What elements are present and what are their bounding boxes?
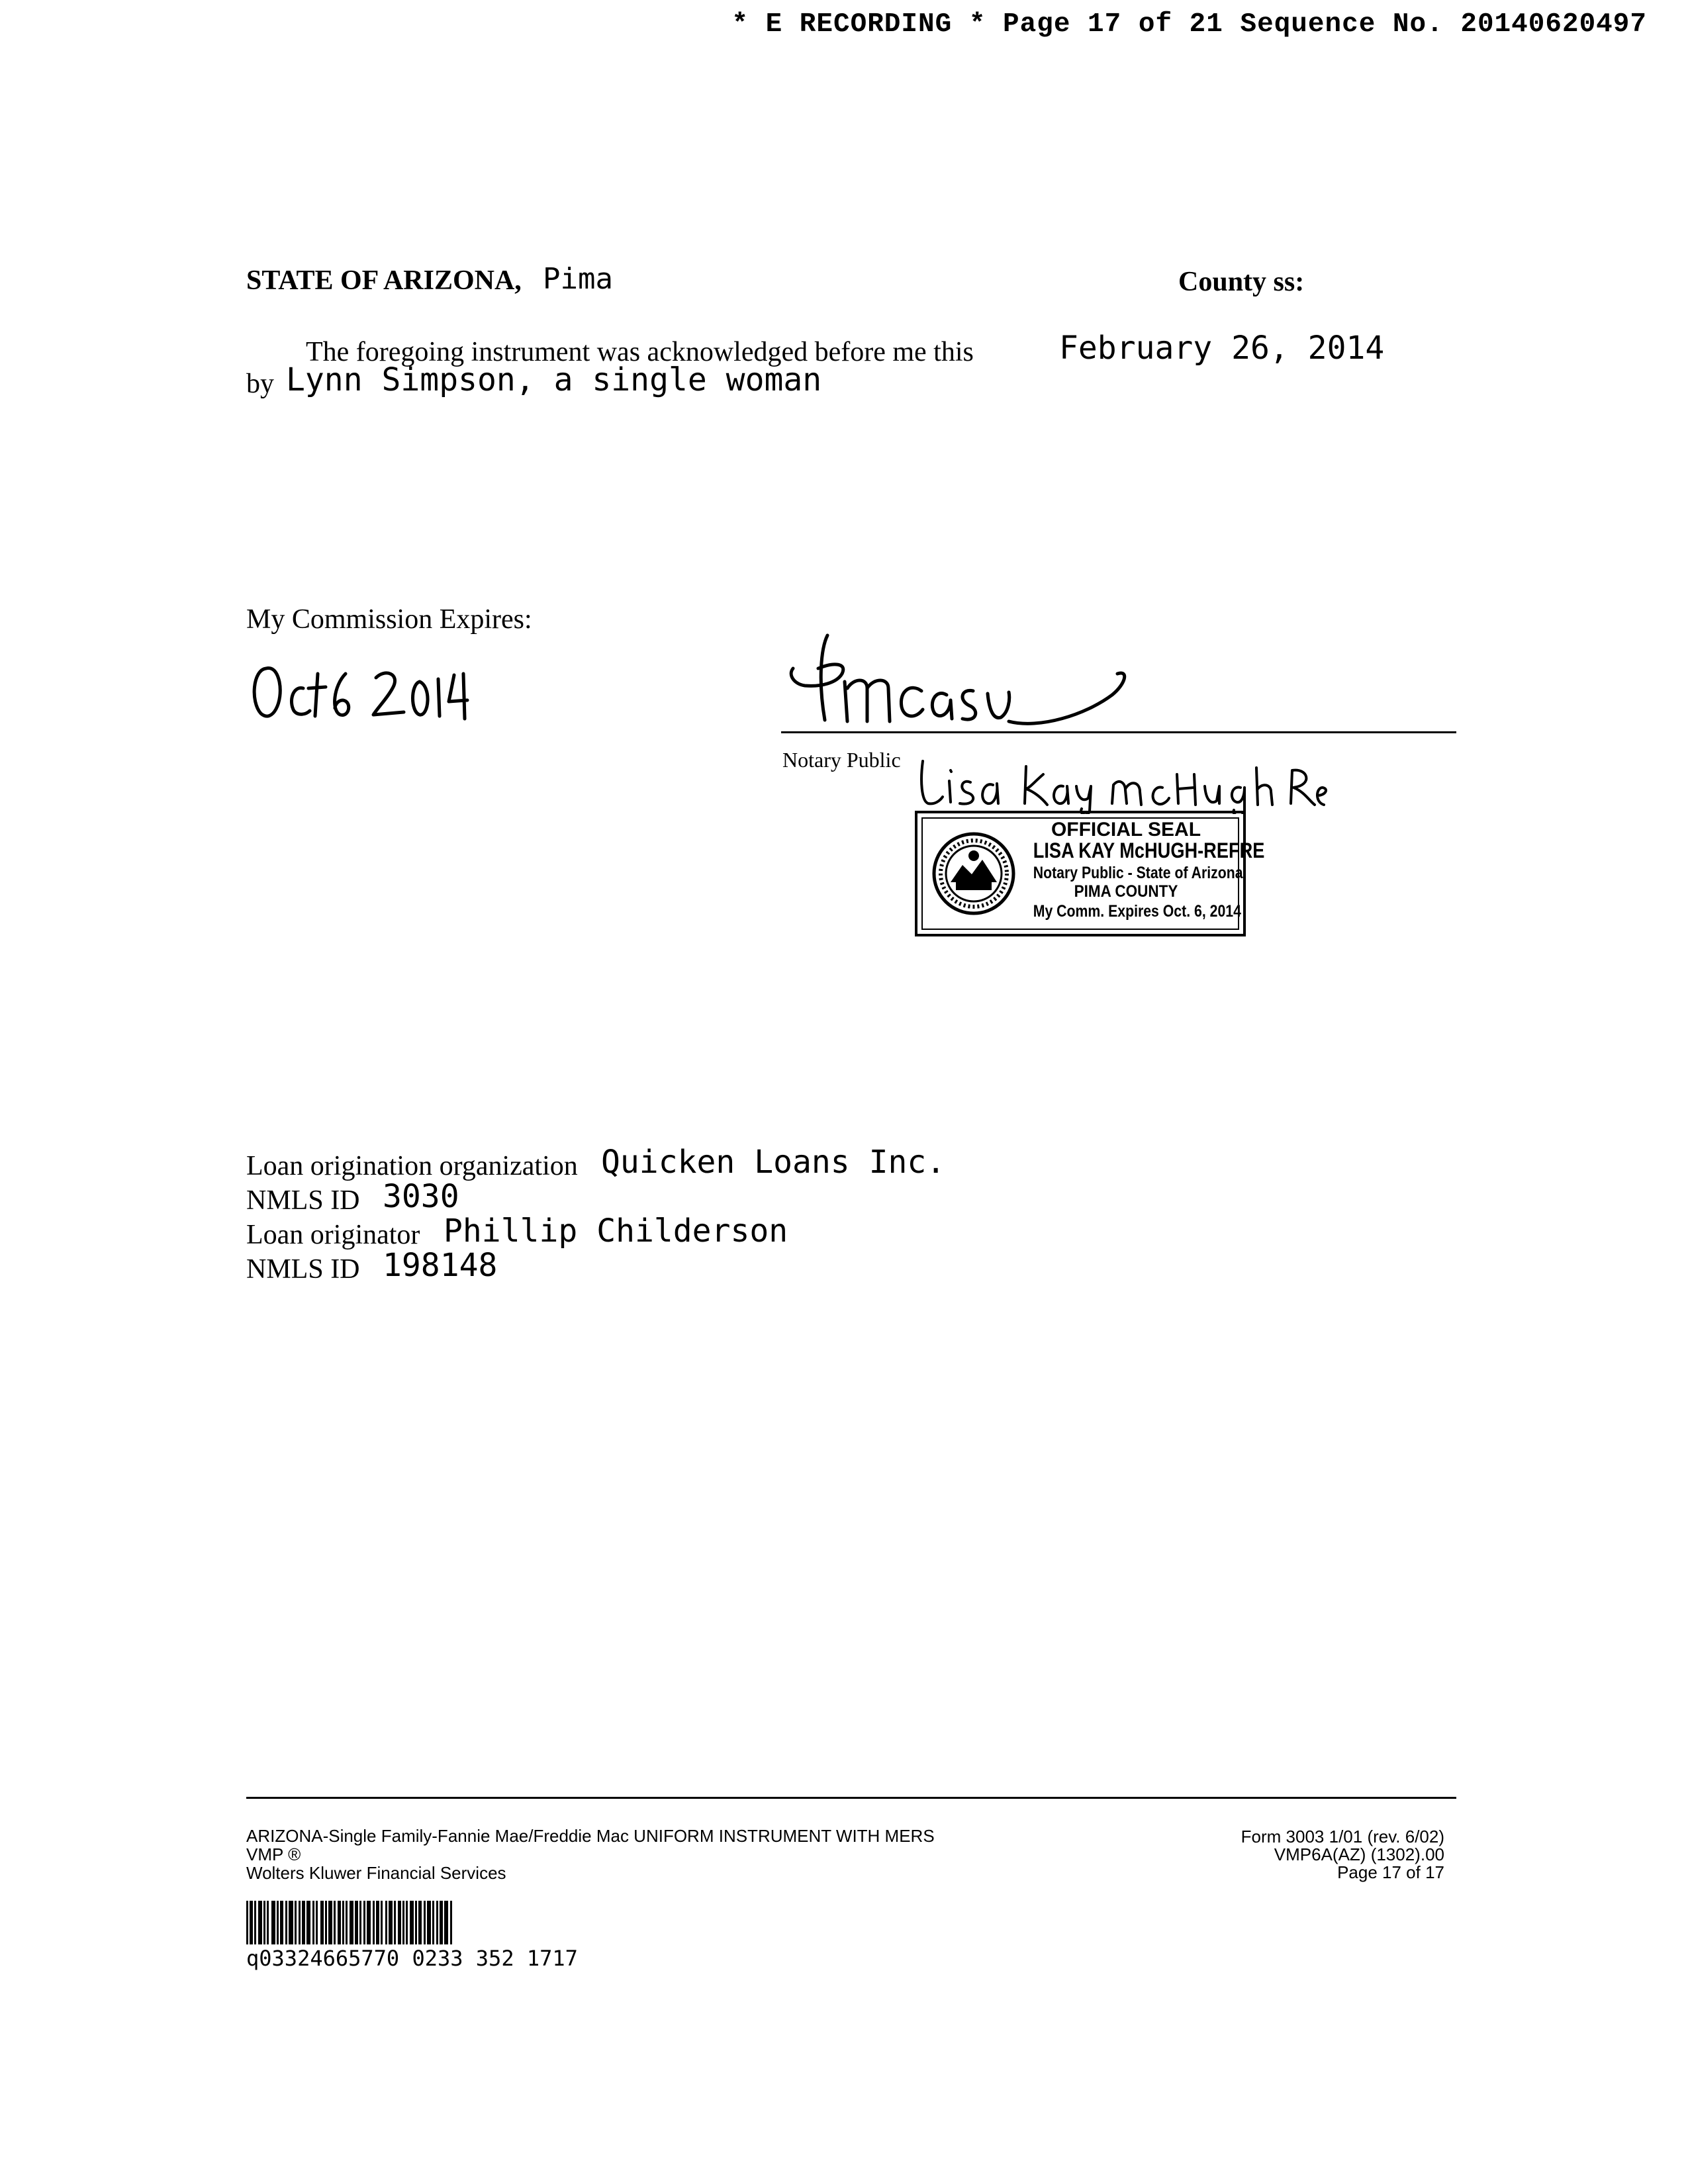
county-name: Pima (543, 262, 613, 296)
seal-notary-state: Notary Public - State of Arizona (1033, 864, 1243, 882)
vmp-code: VMP6A(AZ) (1302).00 (1274, 1844, 1444, 1864)
seal-title: OFFICIAL SEAL (1051, 819, 1201, 841)
seal-county: PIMA COUNTY (1074, 882, 1178, 901)
form-number: Form 3003 1/01 (rev. 6/02) (1241, 1827, 1444, 1846)
arizona-state-seal-icon (931, 831, 1017, 920)
by-label: by (246, 369, 274, 399)
originator-nmls-label: NMLS ID (246, 1254, 360, 1285)
state-label: STATE OF ARIZONA, (246, 265, 522, 296)
document-barcode (246, 1901, 723, 1948)
footer-rule (246, 1797, 1456, 1799)
vmp-mark: VMP ® (246, 1844, 301, 1864)
notary-signature (781, 622, 1152, 738)
commission-expires-label: My Commission Expires: (246, 604, 532, 635)
loan-origination-org-value: Quicken Loans Inc. (601, 1144, 946, 1181)
org-nmls-value: 3030 (383, 1178, 459, 1215)
loan-originator-label: Loan originator (246, 1220, 420, 1250)
signature-line (781, 731, 1456, 733)
loan-originator-value: Phillip Childerson (444, 1212, 788, 1250)
page-number: Page 17 of 17 (1337, 1862, 1444, 1882)
acknowledgment-statement: The foregoing instrument was acknowledged before me this (306, 337, 974, 367)
loan-origination-org-label: Loan origination organization (246, 1151, 578, 1181)
publisher-name: Wolters Kluwer Financial Services (246, 1863, 506, 1883)
form-title: ARIZONA-Single Family-Fannie Mae/Freddie Mac UNIFORM INSTRUMENT WITH MERS (246, 1826, 935, 1846)
barcode-number: q03324665770 0233 352 1717 (246, 1946, 578, 1971)
org-nmls-label: NMLS ID (246, 1185, 360, 1216)
acknowledgment-date: February 26, 2014 (1059, 330, 1385, 367)
notary-public-label: Notary Public (782, 748, 901, 772)
county-label: County ss: (1178, 267, 1305, 297)
handwritten-commission-date (246, 655, 471, 731)
seal-expiration: My Comm. Expires Oct. 6, 2014 (1033, 902, 1241, 921)
footer-right-block (1241, 1828, 1444, 1882)
footer-left-block (246, 1827, 935, 1882)
recording-stamp: * E RECORDING * Page 17 of 21 Sequence No. 20140620497 (731, 9, 1647, 40)
seal-notary-name: LISA KAY McHUGH-REFRE (1033, 839, 1265, 862)
handwritten-notary-name (914, 748, 1337, 817)
originator-nmls-value: 198148 (383, 1247, 498, 1284)
signer-name: Lynn Simpson, a single woman (286, 361, 822, 398)
notary-seal (915, 811, 1265, 936)
